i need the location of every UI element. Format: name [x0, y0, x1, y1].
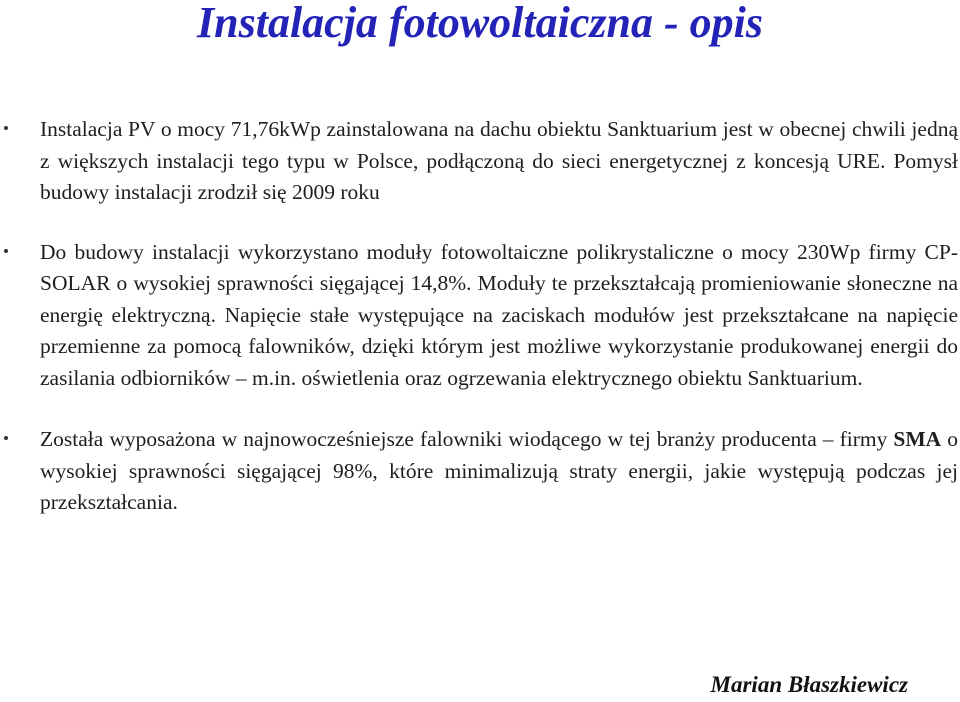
author-signature: Marian Błaszkiewicz [710, 672, 908, 697]
bullet-dot-icon [4, 436, 8, 440]
page-title: Instalacja fotowoltaiczna - opis [197, 0, 763, 47]
bullet-text: Do budowy instalacji wykorzystano moduły fotowoltaiczne polikrystaliczne o mocy 230Wp firmy CP-SOLAR o wysokiej sprawności sięgającej 14,8%. Moduły te przekształcają promieniowanie słoneczne na energię elektryczną. Napięcie stałe występujące na zaciskach modułów jest przekształcane na napięcie przemienne za pomocą falowników, dzięki którym jest możliwe wykorzystanie produkowanej energii do zasilania odbiorników – m.in. oświetlenia oraz ogrzewania elektrycznego obiektu Sanktuarium. [40, 239, 958, 390]
bullet-list [0, 114, 960, 519]
bullet-text-before: Została wyposażona w najnowocześniejsze falowniki wiodącego w tej branży producenta – firmy [40, 427, 894, 451]
bullet-text: Instalacja PV o mocy 71,76kWp zainstalowana na dachu obiektu Sanktuarium jest w obecnej chwili jedną z większych instalacji tego typu w Polsce, podłączoną do sieci energetycznej z koncesją URE. Pomysł budowy instalacji zrodził się 2009 roku [40, 117, 958, 204]
bullet-dot-icon [4, 126, 8, 130]
bullet-item-installation [0, 114, 958, 209]
bullet-item-inverters [0, 424, 958, 519]
brand-name: SMA [893, 427, 942, 451]
bullet-item-modules [0, 237, 958, 395]
bullet-text-after: o wysokiej sprawności sięgającej 98%, które minimalizują straty energii, jakie występują podczas jej przekształcania. [40, 427, 958, 514]
bullet-dot-icon [4, 249, 8, 253]
